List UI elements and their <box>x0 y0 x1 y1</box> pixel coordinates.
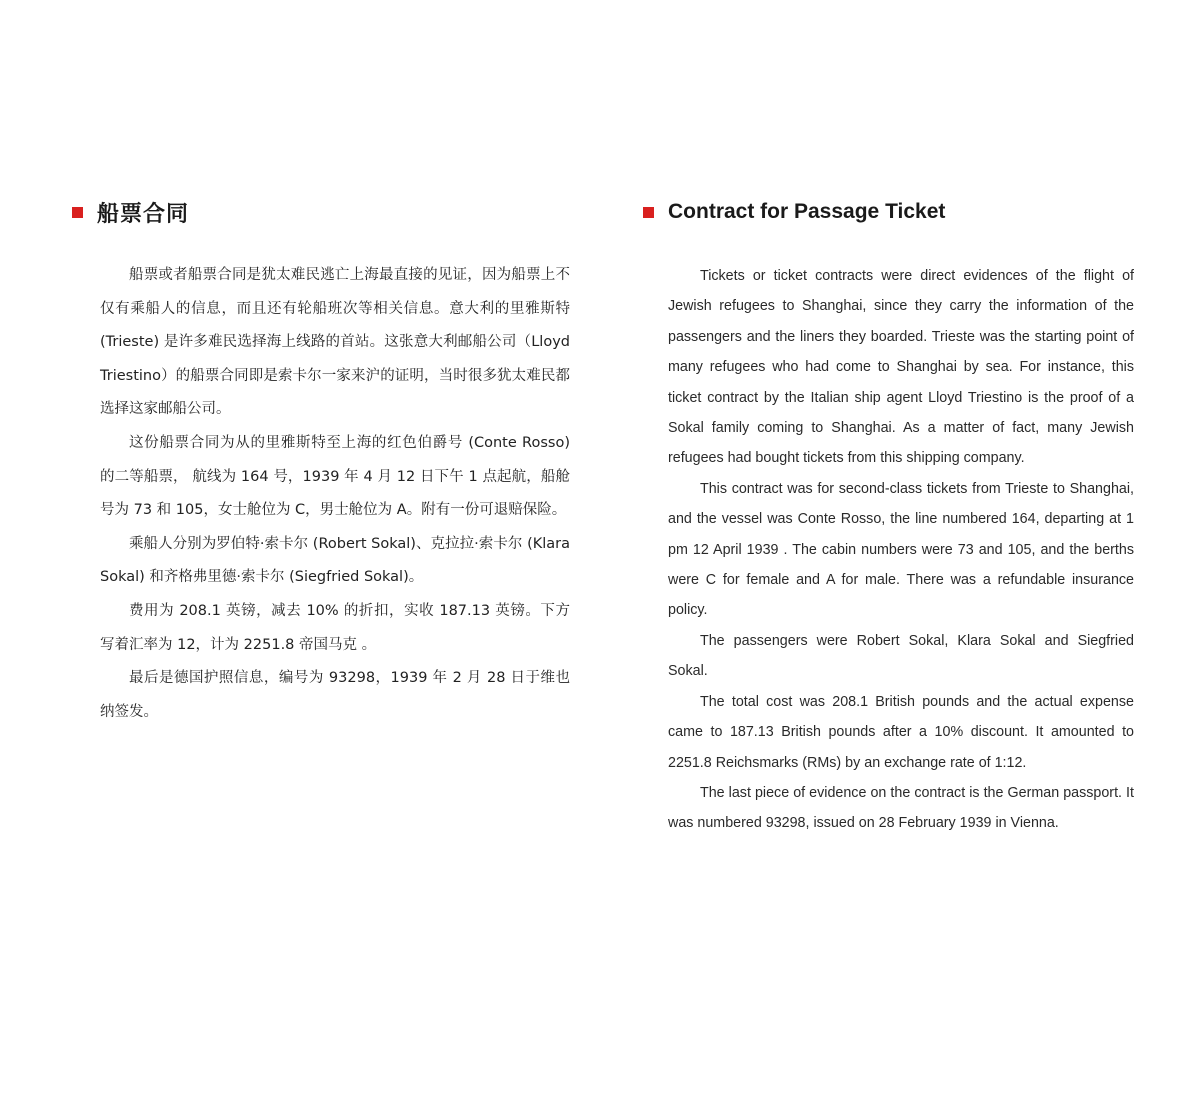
english-title: Contract for Passage Ticket <box>668 200 946 223</box>
chinese-paragraph: 最后是德国护照信息，编号为 93298，1939 年 2 月 28 日于维也纳签发。 <box>100 670 570 720</box>
english-paragraph: This contract was for second-class tickets from Trieste to Shanghai, and the vessel was Conte Rosso, the line numbered 164, departing at 1 pm 12 April 1939 . The cabin numbers were 73 and 105, and the berths were C for female and A for male. There was a refundable insurance policy. <box>668 480 1134 619</box>
english-paragraph: The last piece of evidence on the contract is the German passport. It was numbered 93298, issued on 28 February 1939 in Vienna. <box>668 784 1134 832</box>
red-square-bullet-icon <box>643 207 654 218</box>
chinese-body <box>100 259 570 729</box>
english-heading <box>643 198 945 226</box>
chinese-paragraph: 乘船人分别为罗伯特·索卡尔 (Robert Sokal)、克拉拉·索卡尔 (Klara Sokal) 和齐格弗里德·索卡尔 (Siegfried Sokal)。 <box>100 535 570 586</box>
chinese-paragraph: 船票或者船票合同是犹太难民逃亡上海最直接的见证，因为船票上不仅有乘船人的信息，而且还有轮船班次等相关信息。意大利的里雅斯特 (Trieste) 是许多难民选择海上线路的首站。这张意大利邮船公司（Lloyd Triestino）的船票合同即是索卡尔一家来沪的证明，当时很多犹太难民都选择这家邮船公司。 <box>100 267 570 418</box>
chinese-title: 船票合同 <box>97 200 190 226</box>
chinese-heading <box>72 198 189 226</box>
red-square-bullet-icon <box>72 207 83 218</box>
english-body <box>668 261 1134 839</box>
chinese-paragraph: 这份船票合同为从的里雅斯特至上海的红色伯爵号 (Conte Rosso) 的二等船票， 航线为 164 号，1939 年 4 月 12 日下午 1 点起航，船舱号为 73 和 105，女士舱位为 C，男士舱位为 A。附有一份可退赔保险。 <box>100 434 570 519</box>
english-paragraph: Tickets or ticket contracts were direct evidences of the flight of Jewish refugees to Shanghai, since they carry the information of the passengers and the liners they boarded. Trieste was the starting point of many refugees who had come to Shanghai by sea. For instance, this ticket contract by the Italian ship agent Lloyd Triestino is the proof of a Sokal family coming to Shanghai. As a matter of fact, many Jewish refugees had bought tickets from this shipping company. <box>668 268 1134 467</box>
chinese-paragraph: 费用为 208.1 英镑，减去 10% 的折扣，实收 187.13 英镑。下方写着汇率为 12，计为 2251.8 帝国马克 。 <box>100 602 570 653</box>
english-paragraph: The total cost was 208.1 British pounds and the actual expense came to 187.13 British pounds after a 10% discount. It amounted to 2251.8 Reichsmarks (RMs) by an exchange rate of 1:12. <box>668 693 1134 771</box>
english-paragraph: The passengers were Robert Sokal, Klara Sokal and Siegfried Sokal. <box>668 632 1134 680</box>
